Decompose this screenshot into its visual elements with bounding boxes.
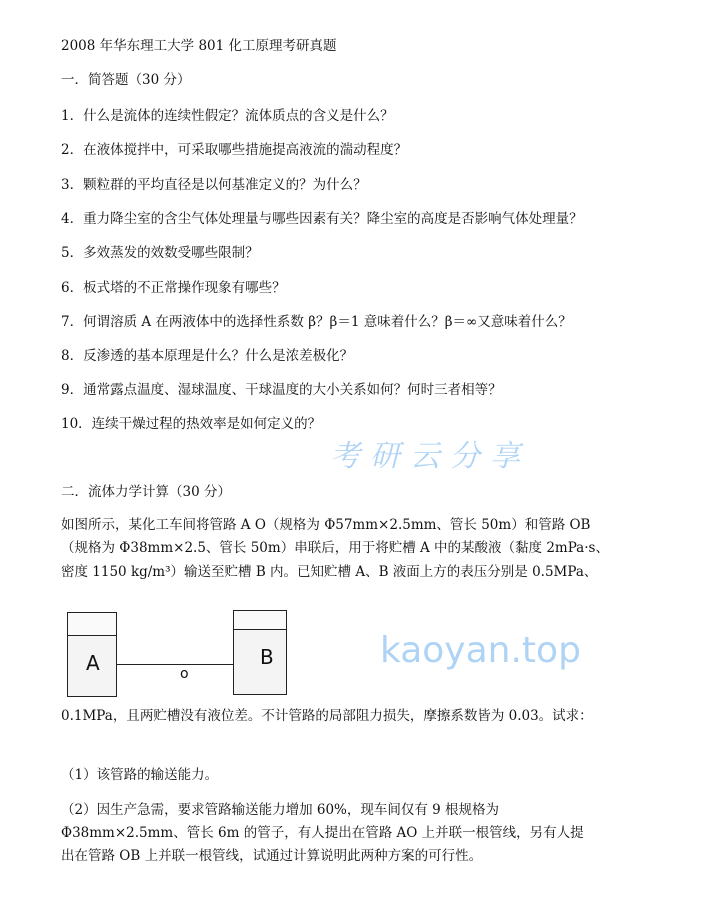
subquestion-1: （1）该管路的输送能力。	[61, 767, 219, 783]
tank-b	[233, 610, 287, 695]
question: 8．反渗透的基本原理是什么？什么是浓差极化？	[61, 348, 354, 364]
document-title: 2008 年华东理工大学 801 化工原理考研真题	[61, 38, 337, 54]
question: 9．通常露点温度、湿球温度、干球温度的大小关系如何？何时三者相等？	[61, 382, 502, 398]
watermark-en: kaoyan.top	[380, 630, 581, 671]
problem-paragraph: 密度 1150 kg/m³）输送至贮槽 B 内。已知贮槽 A、B 液面上方的表压分别是 0.5MPa、	[61, 564, 598, 580]
question: 7．何谓溶质 A 在两液体中的选择性系数 β？β＝1 意味着什么？β＝∞又意味着什么？	[61, 314, 572, 330]
question: 10．连续干燥过程的热效率是如何定义的？	[61, 416, 322, 432]
tank-a-label: A	[86, 651, 100, 675]
question: 5．多效蒸发的效数受哪些限制？	[61, 245, 259, 261]
watermark-cn: 考研云分享	[330, 439, 530, 474]
section2-heading: 二．流体力学计算（30 分）	[61, 484, 231, 500]
problem-paragraph: 0.1MPa，且两贮槽没有液位差。不计管路的局部阻力损失，摩擦系数皆为 0.03。试求：	[61, 708, 593, 724]
question: 1．什么是流体的连续性假定？流体质点的含义是什么？	[61, 108, 394, 124]
question: 2．在液体搅拌中，可采取哪些措施提高液流的湍动程度？	[61, 142, 408, 158]
question: 3．颗粒群的平均直径是以何基准定义的？为什么？	[61, 177, 367, 193]
question: 6．板式塔的不正常操作现象有哪些？	[61, 280, 286, 296]
section1-heading: 一．简答题（30 分）	[61, 72, 191, 88]
question: 4．重力降尘室的含尘气体处理量与哪些因素有关？降尘室的高度是否影响气体处理量？	[61, 211, 583, 227]
problem-paragraph: （规格为 Φ38mm×2.5、管长 50m）串联后，用于将贮槽 A 中的某酸液（黏度 2mPa·s、	[61, 540, 609, 556]
subquestion-2: 出在管路 OB 上并联一根管线，试通过计算说明此两种方案的可行性。	[61, 848, 483, 864]
subquestion-2: （2）因生产急需，要求管路输送能力增加 60%，现车间仅有 9 根规格为	[61, 802, 500, 818]
pipe	[117, 664, 234, 665]
problem-paragraph: 如图所示，某化工车间将管路 A O（规格为 Φ57mm×2.5mm、管长 50m）和管路 OB	[61, 517, 591, 533]
node-o-label: o	[180, 666, 189, 682]
tank-a	[67, 612, 117, 697]
tank-b-label: B	[260, 645, 274, 669]
subquestion-2: Φ38mm×2.5mm、管长 6m 的管子，有人提出在管路 AO 上并联一根管线，另有人提	[61, 825, 584, 841]
